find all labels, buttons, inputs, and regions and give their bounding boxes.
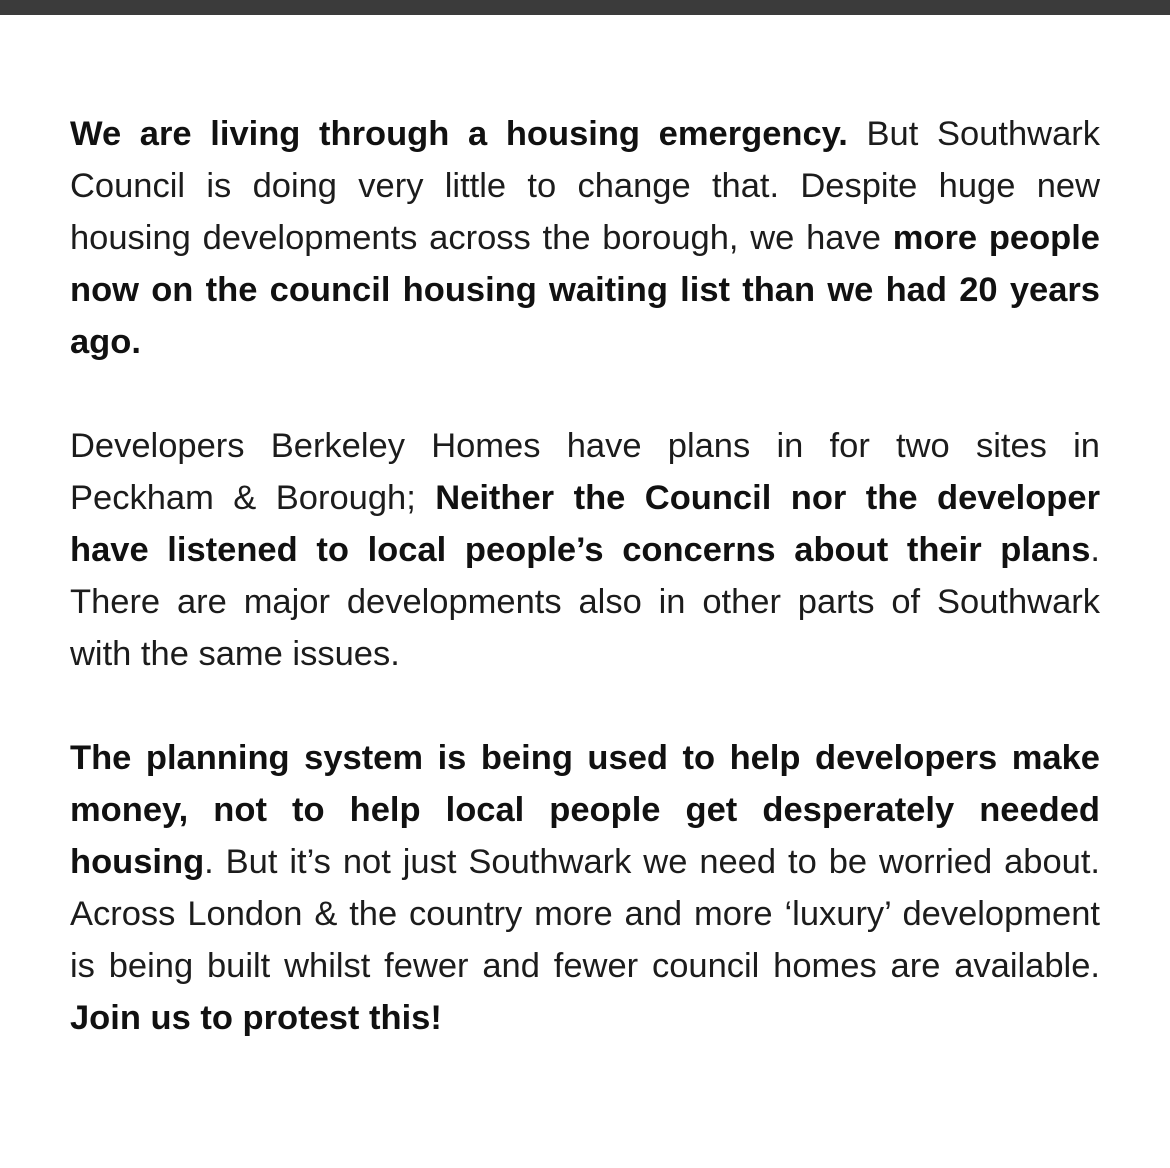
- call-to-action: Join us to protest this!: [70, 999, 442, 1037]
- paragraph-housing-emergency: [70, 108, 1100, 368]
- document-body: [70, 108, 1100, 1044]
- emphasis-not-listened: Neither the Council nor the developer have listened to local people’s concerns about their plans: [70, 479, 1100, 569]
- headline-housing-emergency: We are living through a housing emergency.: [70, 115, 848, 153]
- text-berkeley-homes: Developers Berkeley Homes have plans in for two sites in Peckham & Borough;: [70, 427, 1100, 517]
- text-major-developments: . There are major developments also in other parts of Southwark with the same issues.: [70, 531, 1100, 673]
- emphasis-planning-system: The planning system is being used to help developers make money, not to help local people get desperately needed housing: [70, 739, 1100, 881]
- text-southwark-council: But Southwark Council is doing very little to change that. Despite huge new housing developments across the borough, we have: [70, 115, 1100, 257]
- top-bar: [0, 0, 1170, 15]
- emphasis-waiting-list: more people now on the council housing waiting list than we had 20 years ago.: [70, 219, 1100, 361]
- paragraph-planning-system: [70, 732, 1100, 1044]
- text-across-london: . But it’s not just Southwark we need to be worried about. Across London & the country more and more ‘luxury’ development is being built whilst fewer and fewer council homes are available.: [70, 843, 1100, 985]
- paragraph-developers: [70, 420, 1100, 680]
